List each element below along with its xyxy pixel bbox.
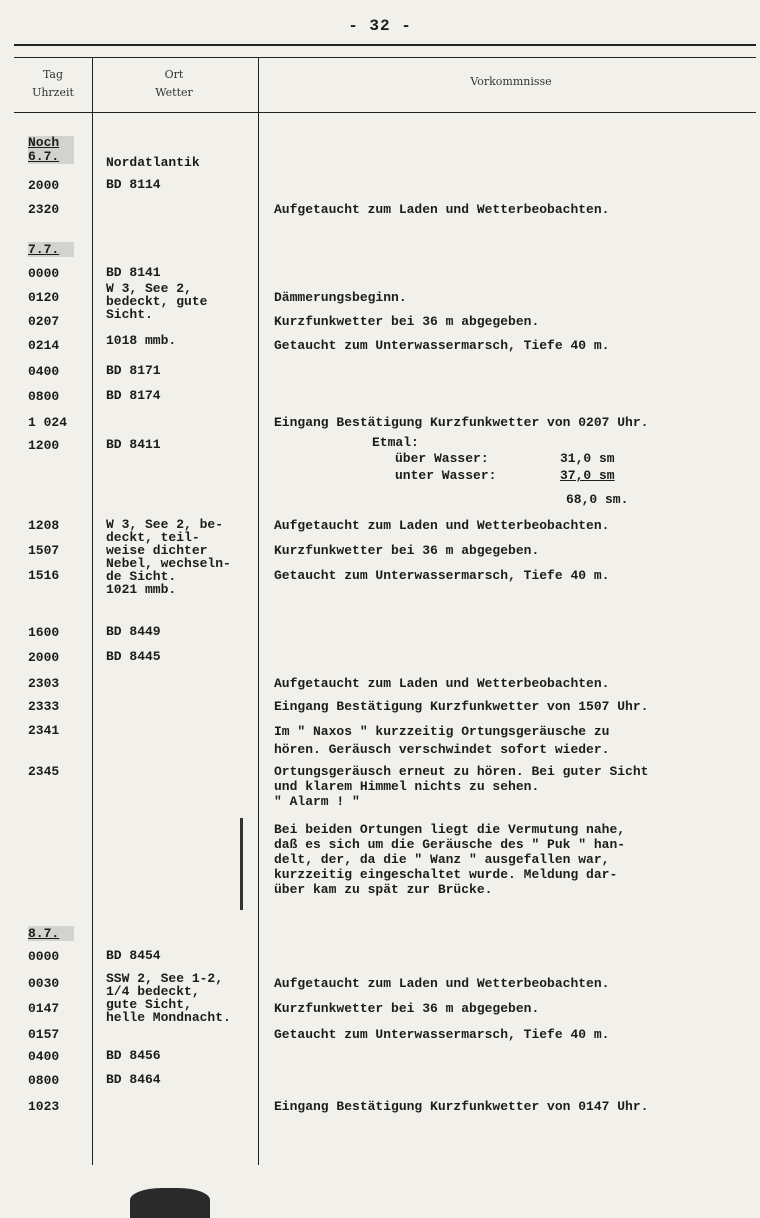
location: BD 8456 bbox=[106, 1048, 161, 1063]
location: BD 8449 bbox=[106, 624, 161, 639]
time: 0030 bbox=[28, 976, 60, 991]
time: 2345 bbox=[28, 764, 60, 779]
time: 0800 bbox=[28, 1073, 60, 1088]
event: Getaucht zum Unterwassermarsch, Tiefe 40 m. bbox=[274, 1027, 610, 1042]
event: Eingang Bestätigung Kurzfunkwetter von 1507 Uhr. bbox=[274, 699, 649, 714]
time: 0120 bbox=[28, 290, 60, 305]
time: 2000 bbox=[28, 650, 60, 665]
time: 1516 bbox=[28, 568, 60, 583]
time: 1600 bbox=[28, 625, 60, 640]
location: BD 8445 bbox=[106, 649, 161, 664]
etmal-under-value: 37,0 sm bbox=[560, 468, 615, 483]
etmal-total: 68,0 sm. bbox=[566, 492, 629, 507]
time: 2000 bbox=[28, 178, 60, 193]
location: BD 8454 bbox=[106, 948, 161, 963]
header-bottom-rule bbox=[14, 112, 756, 113]
event: Getaucht zum Unterwassermarsch, Tiefe 40 m. bbox=[274, 338, 610, 353]
header-tag: Tag Uhrzeit bbox=[32, 68, 74, 99]
time: 2320 bbox=[28, 202, 60, 217]
time: 1023 bbox=[28, 1099, 60, 1114]
location: BD 8464 bbox=[106, 1072, 161, 1087]
etmal-over-value: 31,0 sm bbox=[560, 451, 615, 466]
event: Kurzfunkwetter bei 36 m abgegeben. bbox=[274, 543, 540, 558]
location: Nordatlantik bbox=[106, 155, 200, 170]
header-vorkommnisse: Vorkommnisse bbox=[470, 75, 552, 88]
time: 2341 bbox=[28, 723, 60, 738]
event: Aufgetaucht zum Laden und Wetterbeobachten. bbox=[274, 976, 610, 991]
time: 0147 bbox=[28, 1001, 60, 1016]
event: Kurzfunkwetter bei 36 m abgegeben. bbox=[274, 1001, 540, 1016]
time: 2333 bbox=[28, 699, 60, 714]
scan-smudge bbox=[130, 1188, 210, 1218]
event: Aufgetaucht zum Laden und Wetterbeobachten. bbox=[274, 202, 610, 217]
time: 0214 bbox=[28, 338, 60, 353]
location: BD 8141 bbox=[106, 265, 161, 280]
location: BD 8171 bbox=[106, 363, 161, 378]
date-label: 7.7. bbox=[28, 242, 74, 257]
time: 0157 bbox=[28, 1027, 60, 1042]
event: Kurzfunkwetter bei 36 m abgegeben. bbox=[274, 314, 540, 329]
event: Dämmerungsbeginn. bbox=[274, 290, 407, 305]
event: Ortungsgeräusch erneut zu hören. Bei guter Sicht und klarem Himmel nichts zu sehen. " Alarm ! " bbox=[274, 764, 649, 809]
location: W 3, See 2, be- deckt, teil- weise dichter Nebel, wechseln- de Sicht. 1021 mmb. bbox=[106, 517, 231, 597]
location: BD 8411 bbox=[106, 437, 161, 452]
time: 0800 bbox=[28, 389, 60, 404]
time: 0207 bbox=[28, 314, 60, 329]
location: W 3, See 2, bedeckt, gute Sicht. bbox=[106, 281, 208, 322]
time: 0000 bbox=[28, 266, 60, 281]
time: 2303 bbox=[28, 676, 60, 691]
event: Eingang Bestätigung Kurzfunkwetter von 0207 Uhr. bbox=[274, 415, 649, 430]
date-label: Noch 6.7. bbox=[28, 136, 74, 164]
event: Getaucht zum Unterwassermarsch, Tiefe 40 m. bbox=[274, 568, 610, 583]
location: 1018 mmb. bbox=[106, 333, 177, 348]
time: 0000 bbox=[28, 949, 60, 964]
page-number: - 32 - bbox=[348, 17, 412, 35]
event: Aufgetaucht zum Laden und Wetterbeobachten. bbox=[274, 518, 610, 533]
event: Aufgetaucht zum Laden und Wetterbeobachten. bbox=[274, 676, 610, 691]
etmal-under-label: unter Wasser: bbox=[395, 468, 497, 483]
top-rule-thin bbox=[14, 57, 756, 58]
margin-mark bbox=[240, 818, 243, 910]
date-label: 8.7. bbox=[28, 926, 74, 941]
location: SSW 2, See 1-2, 1/4 bedeckt, gute Sicht, helle Mondnacht. bbox=[106, 971, 231, 1025]
etmal-title: Etmal: bbox=[372, 435, 419, 450]
location: BD 8114 bbox=[106, 177, 161, 192]
top-rule bbox=[14, 44, 756, 46]
event: Bei beiden Ortungen liegt die Vermutung nahe, daß es sich um die Geräusche des " Puk " han- delt, der, da die " Wanz " ausgefallen war, kurzzeitig eingeschaltet wurde. Meldung dar- über kam zu spät zur Brücke. bbox=[274, 822, 626, 897]
time: 1 024 bbox=[28, 415, 68, 430]
location: BD 8174 bbox=[106, 388, 161, 403]
time: 0400 bbox=[28, 364, 60, 379]
event: Eingang Bestätigung Kurzfunkwetter von 0147 Uhr. bbox=[274, 1099, 649, 1114]
time: 1507 bbox=[28, 543, 60, 558]
time: 1200 bbox=[28, 438, 60, 453]
event: Im " Naxos " kurzzeitig Ortungsgeräusche zu hören. Geräusch verschwindet sofort wieder. bbox=[274, 724, 610, 757]
time: 1208 bbox=[28, 518, 60, 533]
header-ort: Ort Wetter bbox=[155, 68, 193, 99]
column-divider-1 bbox=[92, 57, 93, 1165]
etmal-over-label: über Wasser: bbox=[395, 451, 489, 466]
time: 0400 bbox=[28, 1049, 60, 1064]
